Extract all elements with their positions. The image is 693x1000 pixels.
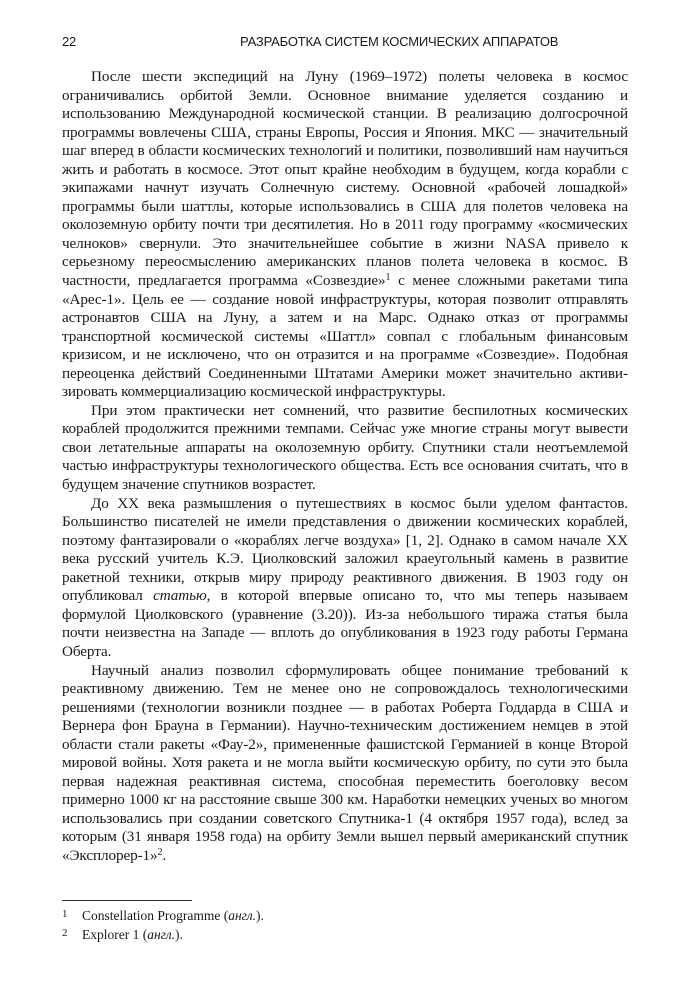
running-title: РАЗРАБОТКА СИСТЕМ КОСМИЧЕСКИХ АППАРАТОВ [240,34,559,49]
paragraph-text: , в которой впервые описано то, что мы теперь называем формулой Циолковского (уравнение (3.20)). Из-за небольшого тиража статья была почти неизвестна на Западе — вплоть до опубликования в 1923 году работы Германа Оберта. [62,587,628,660]
footnotes [62,906,628,944]
paragraph [62,68,628,402]
paragraph [62,402,628,495]
paragraph-text: До XX века размышления о путешествиях в космос были уделом фантастов. Большинство писателей не имели представления о движении космических кораблей, поэтому фантазировали о «кораблях легче воздуха» [1, 2]. Однако в самом начале XX века русский учитель К.Э. Циолковский заложил краеугольный камень в развитие ракетной техники, открыв миру природу реактивного движения. В 1903 году он опубликовал [62,494,628,605]
paragraph-text: После шести экспедиций на Луну (1969–1972) полеты человека в космос ограничивались орбитой Земли. Основное внимание уделяется созданию и использованию Международной космической станции. В реализацию долгосрочной программы вовлечены США, страны Европы, Россия и Япония. МКС — значительный шаг вперед в области космических технологий и политики, позволивший нам научиться жить и работать в космосе. Этот опыт крайне необходим в будущем, когда корабли с экипажами начнут изучать Солнечную систему. Основной «рабочей лошадкой» программы были шаттлы, которые использовались в США для полетов человека на околоземную орбиту почти три десятилетия. Но в 2011 году программу «космических челноков» свернули. Это значительнейшее событие в жизни NASA привело к серьезному переосмыслению американских планов полета человека в космос. В частности, предлагается программа «Созвездие» [62,68,628,290]
emphasized-word: статью [153,587,207,605]
footnote-lang: англ. [147,927,176,942]
footnote-close: ). [256,908,264,923]
footnote-reference: 2 [157,846,163,858]
paragraph [62,662,628,866]
paragraph-text: Научный анализ позволил сформулировать общее понимание требований к реактивному движению. Тем не менее оно не сопровождалось технологическими решениями (технологии возникли позднее — в работах Роберта Годдарда в США и Вернера фон Брауна в Германии). Научно-техническим достижением немцев в этой области стали ракеты «Фау-2», примененные фашистской Германией в конце Второй мировой войны. Хотя ракета и не могла выйти космическую орбиту, по сути это была первая надежная реактивная система, способная переместить боеголовку весом примерно 1000 кг на расстояние свыше 300 км. Наработки немецких ученых во многом использовались при создании советского Спутника-1 (4 октября 1957 года), вслед за которым (31 января 1958 года) на орбиту Земли вышел первый американский спутник «Эксплорер-1» [62,661,628,864]
paragraph-text: . [162,846,167,864]
footnote [62,906,628,925]
paragraph-text: с менее сложными ракетами типа «Арес-1». Цель ее — создание новой инфраструктуры, которая позволит отправлять астронавтов США на Луну, а затем и на Марс. Однако отказ от программы транспортной космической системы «Шаттл» совпал с глобальным финансовым кризисом, и не исключено, что он отразится и на программе «Созвездие». Подобная переоценка действий Соединенными Штатами Америки может значительно активизировать коммерциализацию космической инфраструктуры. [62,272,628,401]
footnote-lang: англ. [228,908,257,923]
footnote-divider [62,900,192,901]
footnote-mark: 2 [62,927,68,939]
footnote-close: ). [175,927,183,942]
footnote-mark: 1 [62,908,68,920]
body-text [62,68,628,866]
page-header [62,34,628,54]
paragraph-text: При этом практически нет сомнений, что развитие беспилотных космических кораблей продолжится прежними темпами. Сейчас уже многие страны могут вывести свои летательные аппараты на околоземную орбиту. Спутники стали неотъемлемой частью инфраструктуры технологического общества. Есть все основания считать, что в будущем значение спутников возрастет. [62,401,628,494]
footnote-text: Constellation Programme ( [82,908,229,923]
page-number: 22 [62,34,77,49]
footnote-reference: 1 [385,272,391,284]
footnote [62,925,628,944]
paragraph [62,495,628,662]
footnote-text: Explorer 1 ( [82,927,148,942]
